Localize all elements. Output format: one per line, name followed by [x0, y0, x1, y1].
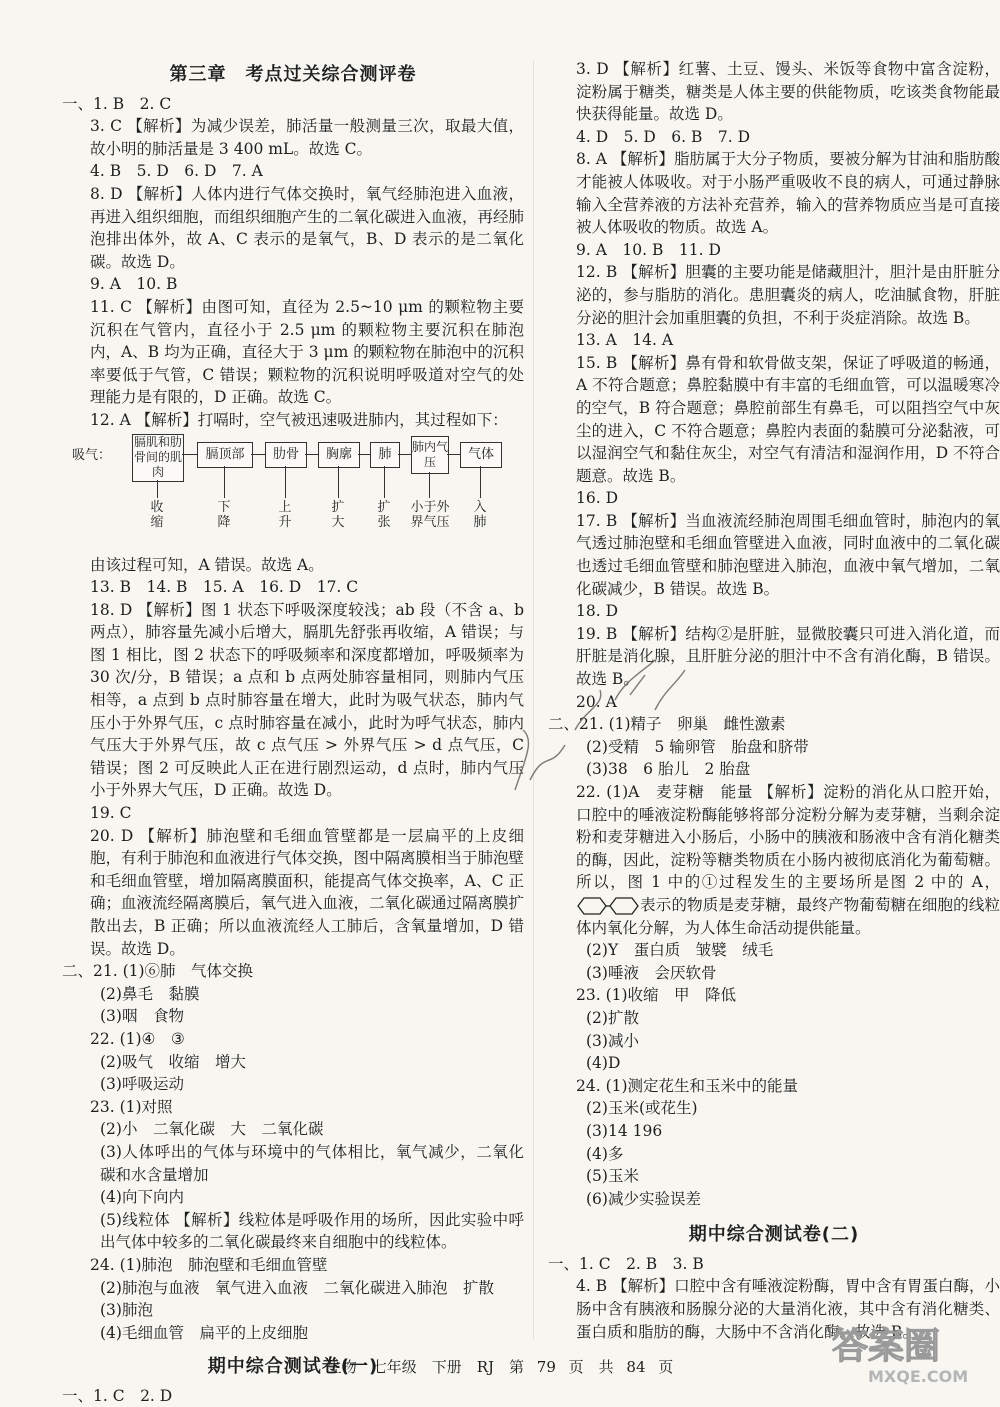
connector: [182, 454, 197, 455]
answer-line: (3)咽 食物: [100, 1007, 184, 1026]
svg-text:答案圈: 答案圈: [832, 1326, 941, 1367]
diagram-box: 膈肌和肋骨间的肌肉: [132, 434, 184, 482]
answer-line: 24. (1)测定花生和玉米中的能量: [576, 1076, 799, 1095]
answer-line: 9. A 10. B: [90, 275, 178, 294]
page-footer: 生物 七年级 下册 RJ 第 79 页 共 84 页: [326, 1358, 674, 1376]
diagram-prefix: 吸气：: [72, 447, 112, 463]
connector: [338, 466, 339, 498]
answer-line: (2)肺泡与血液 氧气进入血液 二氧化碳进入肺泡 扩散: [100, 1278, 494, 1297]
answer-line: 二、21. (1)精子 卵巢 雌性激素: [548, 715, 786, 734]
answer-line: (2)小 二氧化碳 大 二氧化碳: [100, 1120, 324, 1139]
connector: [305, 454, 318, 455]
connector: [224, 466, 225, 498]
answer-line: 20. A: [576, 692, 617, 711]
answer-line: 8. A 【解析】脂肪属于大分子物质，要被分解为甘油和脂肪酸才能被人体吸收。对于小肠严重吸收不良的病人，可通过静脉输入全营养液的方法补充营养，输入的营养物质应当是可直接被人体吸收的物质。故选 A。: [576, 150, 1000, 237]
chapter-title: 第三章 考点过关综合测评卷: [169, 64, 417, 85]
diagram-box: 气体: [460, 442, 502, 468]
connector: [480, 466, 481, 498]
answer-line: 22. (1)④ ③: [90, 1029, 185, 1048]
answer-line: (3)唾液 会厌软骨: [586, 963, 717, 982]
answer-line: 由该过程可知，A 错误。故选 A。: [90, 555, 324, 574]
answer-line: 一、1. C 2. D: [62, 1386, 173, 1405]
answer-line: (2)扩散: [586, 1008, 639, 1027]
answer-line: 18. D 【解析】图 1 状态下呼吸深度较浅；ab 段（不含 a、b 两点），肺容量先减小后增大，膈肌先舒张再收缩，A 错误；与图 1 相比，图 2 状态下的呼吸频率和深度都增加，呼吸频率为 30 次/分，B 错误；a 点和 b 点两处肺容量相同，则肺内气压相等，a 点到 b 点时肺容量在增大，此时为吸气状态，肺内气压小于外界气压，c 点时肺容量在减小，此时为呼气状态，肺内气压大于外界气压，故 c 点气压 > 外界气压 > d 点气压，C 错误；图 2 可反映此人正在进行剧烈运动，d 点时，肺内气压小于外界大气压，D 正确。故选 D。: [90, 600, 524, 800]
answer-line: 9. A 10. B 11. D: [576, 240, 721, 259]
answer-line: (4)向下向内: [100, 1188, 184, 1207]
diagram-box: 膈顶部: [197, 442, 253, 468]
answer-line: (5)玉米: [586, 1167, 639, 1186]
svg-text:MXQE.COM: MXQE.COM: [868, 1367, 969, 1386]
answer-line: 一、1. B 2. C: [62, 94, 172, 113]
answer-line: (6)减少实验误差: [586, 1189, 701, 1208]
answer-line: [548, 781, 1000, 939]
diagram-box: 肺内气压: [411, 436, 449, 474]
connector: [429, 472, 430, 498]
answer-line: (4)D: [586, 1054, 621, 1073]
answer-line: 一、1. C 2. B 3. B: [548, 1254, 704, 1273]
answer-line: 二、21. (1)⑥肺 气体交换: [62, 962, 254, 981]
connector: [285, 466, 286, 498]
answer-line: 8. D 【解析】人体内进行气体交换时，氧气经肺泡进入血液，再进入组织细胞，而组织细胞产生的二氧化碳进入血液，再经肺泡排出体外，故 A、C 表示的是氧气，B、D 表示的是二氧化碳。故选 D。: [90, 184, 525, 271]
answer-line: (2)受精 5 输卵管 胎盘和脐带: [586, 737, 809, 756]
answer-line: 16. D: [576, 489, 619, 508]
answer-line: 15. B 【解析】鼻有骨和软骨做支架，保证了呼吸道的畅通，A 不符合题意；鼻腔黏膜中有丰富的毛细血管，可以温暖寒冷的空气，B 符合题意；鼻腔前部生有鼻毛，可以阻挡空气中灰尘的进入，C 不符合题意；鼻腔内表面的黏膜可分泌黏液，可以湿润空气和黏住灰尘，对空气有清洁和湿润作用，D 不符合题意。故选 B。: [576, 353, 1000, 485]
answer-line: 13. B 14. B 15. A 16. D 17. C: [90, 578, 359, 597]
connector: [251, 454, 265, 455]
watermark-logo: [828, 1318, 998, 1392]
answer-line: (3)肺泡: [100, 1301, 153, 1320]
answer-line: 24. (1)肺泡 肺泡壁和毛细血管壁: [90, 1255, 328, 1274]
diagram-box: 肺: [370, 442, 400, 468]
answer-line: 12. A 【解析】打嗝时，空气被迅速吸进肺内，其过程如下：: [90, 410, 508, 429]
connector: [447, 454, 460, 455]
diagram-label: 小于外界气压: [410, 499, 450, 530]
answer-line: 23. (1)对照: [90, 1097, 173, 1116]
answer-line: 4. B 【解析】口腔中含有唾液淀粉酶，胃中含有胃蛋白酶，小肠中含有胰液和肠腺分泌的大量消化液，其中含有消化糖类、蛋白质和脂肪的酶，大肠中不含消化酶。故选 B。: [576, 1277, 1000, 1341]
answer-line: 20. D 【解析】肺泡壁和毛细血管壁都是一层扁平的上皮细胞，有利于肺泡和血液进行气体交换，图中隔离膜相当于肺泡壁和毛细血管壁，增加隔离膜面积，能提高气体交换率，A、C 正确；血液流经隔离膜后，氧气进入血液，二氧化碳通过隔离膜扩散出去，B 正确；所以血液流经人工肺后，含氧量增加，D 错误。故选 D。: [90, 826, 525, 958]
answer-line: (3)减小: [586, 1031, 639, 1050]
connector: [157, 480, 158, 498]
diagram-label: 上升: [278, 499, 292, 530]
answer-line: 13. A 14. A: [576, 331, 674, 350]
section-title: 期中综合测试卷(一): [207, 1356, 379, 1378]
maltose-structure-icon: [576, 896, 640, 916]
diagram-label: 收缩: [150, 499, 164, 530]
answer-line: (4)多: [586, 1144, 624, 1163]
diagram-label: 入肺: [473, 499, 487, 530]
answer-line: 19. C: [90, 804, 132, 823]
answer-line: 4. B 5. D 6. D 7. A: [90, 162, 263, 181]
connector: [358, 454, 370, 455]
answer-line: 12. B 【解析】胆囊的主要功能是储藏胆汁，胆汁是由肝脏分泌的，参与脂肪的消化。患胆囊炎的病人，吃油腻食物，肝脏分泌的胆汁会加重胆囊的负担，不利于炎症消除。故选 B。: [576, 263, 1000, 327]
diagram-label: 扩大: [331, 499, 345, 530]
handwritten-scribble: [505, 650, 705, 800]
answer-text: 表示的物质是麦芽糖，最终产物葡萄糖在细胞的线粒体内氧化分解，为人体生命活动提供能量。: [576, 895, 1000, 937]
answer-line: 3. C 【解析】为减少误差，肺活量一般测量三次，取最大值，故小明的肺活量是 3 400 mL。故选 C。: [90, 117, 524, 158]
answer-line: (3)38 6 胎儿 2 胎盘: [586, 760, 751, 779]
answer-line: 3. D 【解析】红薯、土豆、馒头、米饭等食物中富含淀粉，淀粉属于糖类，糖类是人体主要的供能物质，吃该类食物能最快获得能量。故选 D。: [576, 60, 1000, 124]
answer-line: (3)呼吸运动: [100, 1075, 184, 1094]
answer-text: 22. (1)A 麦芽糖 能量 【解析】淀粉的消化从口腔开始，口腔中的唾液淀粉酶能够将部分淀粉分解为麦芽糖，当剩余淀粉和麦芽糖进入小肠后，小肠中的胰液和肠液中含有消化糖类的酶，因此，淀粉等糖类物质在小肠内被彻底消化为葡萄糖。所以，图 1 中的①过程发生的主要场所是图 2 中的 A，: [576, 783, 1000, 892]
answer-line: 11. C 【解析】由图可知，直径为 2.5~10 μm 的颗粒物主要沉积在气管内，直径小于 2.5 μm 的颗粒物主要沉积在肺泡内，A、B 均为正确，直径大于 3 μm 的颗粒物在肺泡中的沉积率要低于气管，C 错误；颗粒物的沉积说明呼吸道对空气的处理能力是有限的，D 正确。故选 C。: [90, 297, 524, 407]
answer-line: 18. D: [576, 602, 619, 621]
breathing-flow-diagram: [62, 434, 524, 552]
answer-line: 4. D 5. D 6. B 7. D: [576, 127, 751, 146]
diagram-box: 肋骨: [265, 442, 307, 468]
section-title: 期中综合测试卷(二): [688, 1224, 860, 1246]
diagram-label: 扩张: [377, 499, 391, 530]
answer-line: (3)人体呼出的气体与环境中的气体相比，氧气减少，二氧化碳和水含量增加: [100, 1142, 524, 1184]
connector: [384, 466, 385, 498]
answer-line: (2)Y 蛋白质 皱襞 绒毛: [586, 941, 774, 960]
answer-line: 19. B 【解析】结构②是肝脏，显微胶囊只可进入消化道，而肝脏是消化腺，且肝脏分泌的胆汁中不含有消化酶，B 错误。故选 B。: [576, 624, 1000, 689]
diagram-box: 胸廓: [318, 442, 360, 468]
left-column: [62, 58, 524, 1407]
answer-line: (2)吸气 收缩 增大: [100, 1052, 246, 1071]
connector: [398, 454, 411, 455]
answer-line: (4)毛细血管 扁平的上皮细胞: [100, 1323, 308, 1342]
answer-line: (2)鼻毛 黏膜: [100, 984, 200, 1003]
answer-line: (5)线粒体 【解析】线粒体是呼吸作用的场所，因此实验中呼出气体中较多的二氧化碳最终来自细胞中的线粒体。: [100, 1210, 524, 1252]
answer-line: (3)14 196: [586, 1121, 663, 1140]
answer-line: 17. B 【解析】当血液流经肺泡周围毛细血管时，肺泡内的氧气透过肺泡壁和毛细血管壁进入血液，同时血液中的二氧化碳也透过毛细血管壁和肺泡壁进入肺泡，血液中氧气增加，二氧化碳减少，B 错误。故选 B。: [576, 511, 1000, 598]
answer-line: 23. (1)收缩 甲 降低: [576, 986, 737, 1005]
diagram-label: 下降: [217, 499, 231, 530]
answer-line: (2)玉米(或花生): [586, 1099, 698, 1118]
